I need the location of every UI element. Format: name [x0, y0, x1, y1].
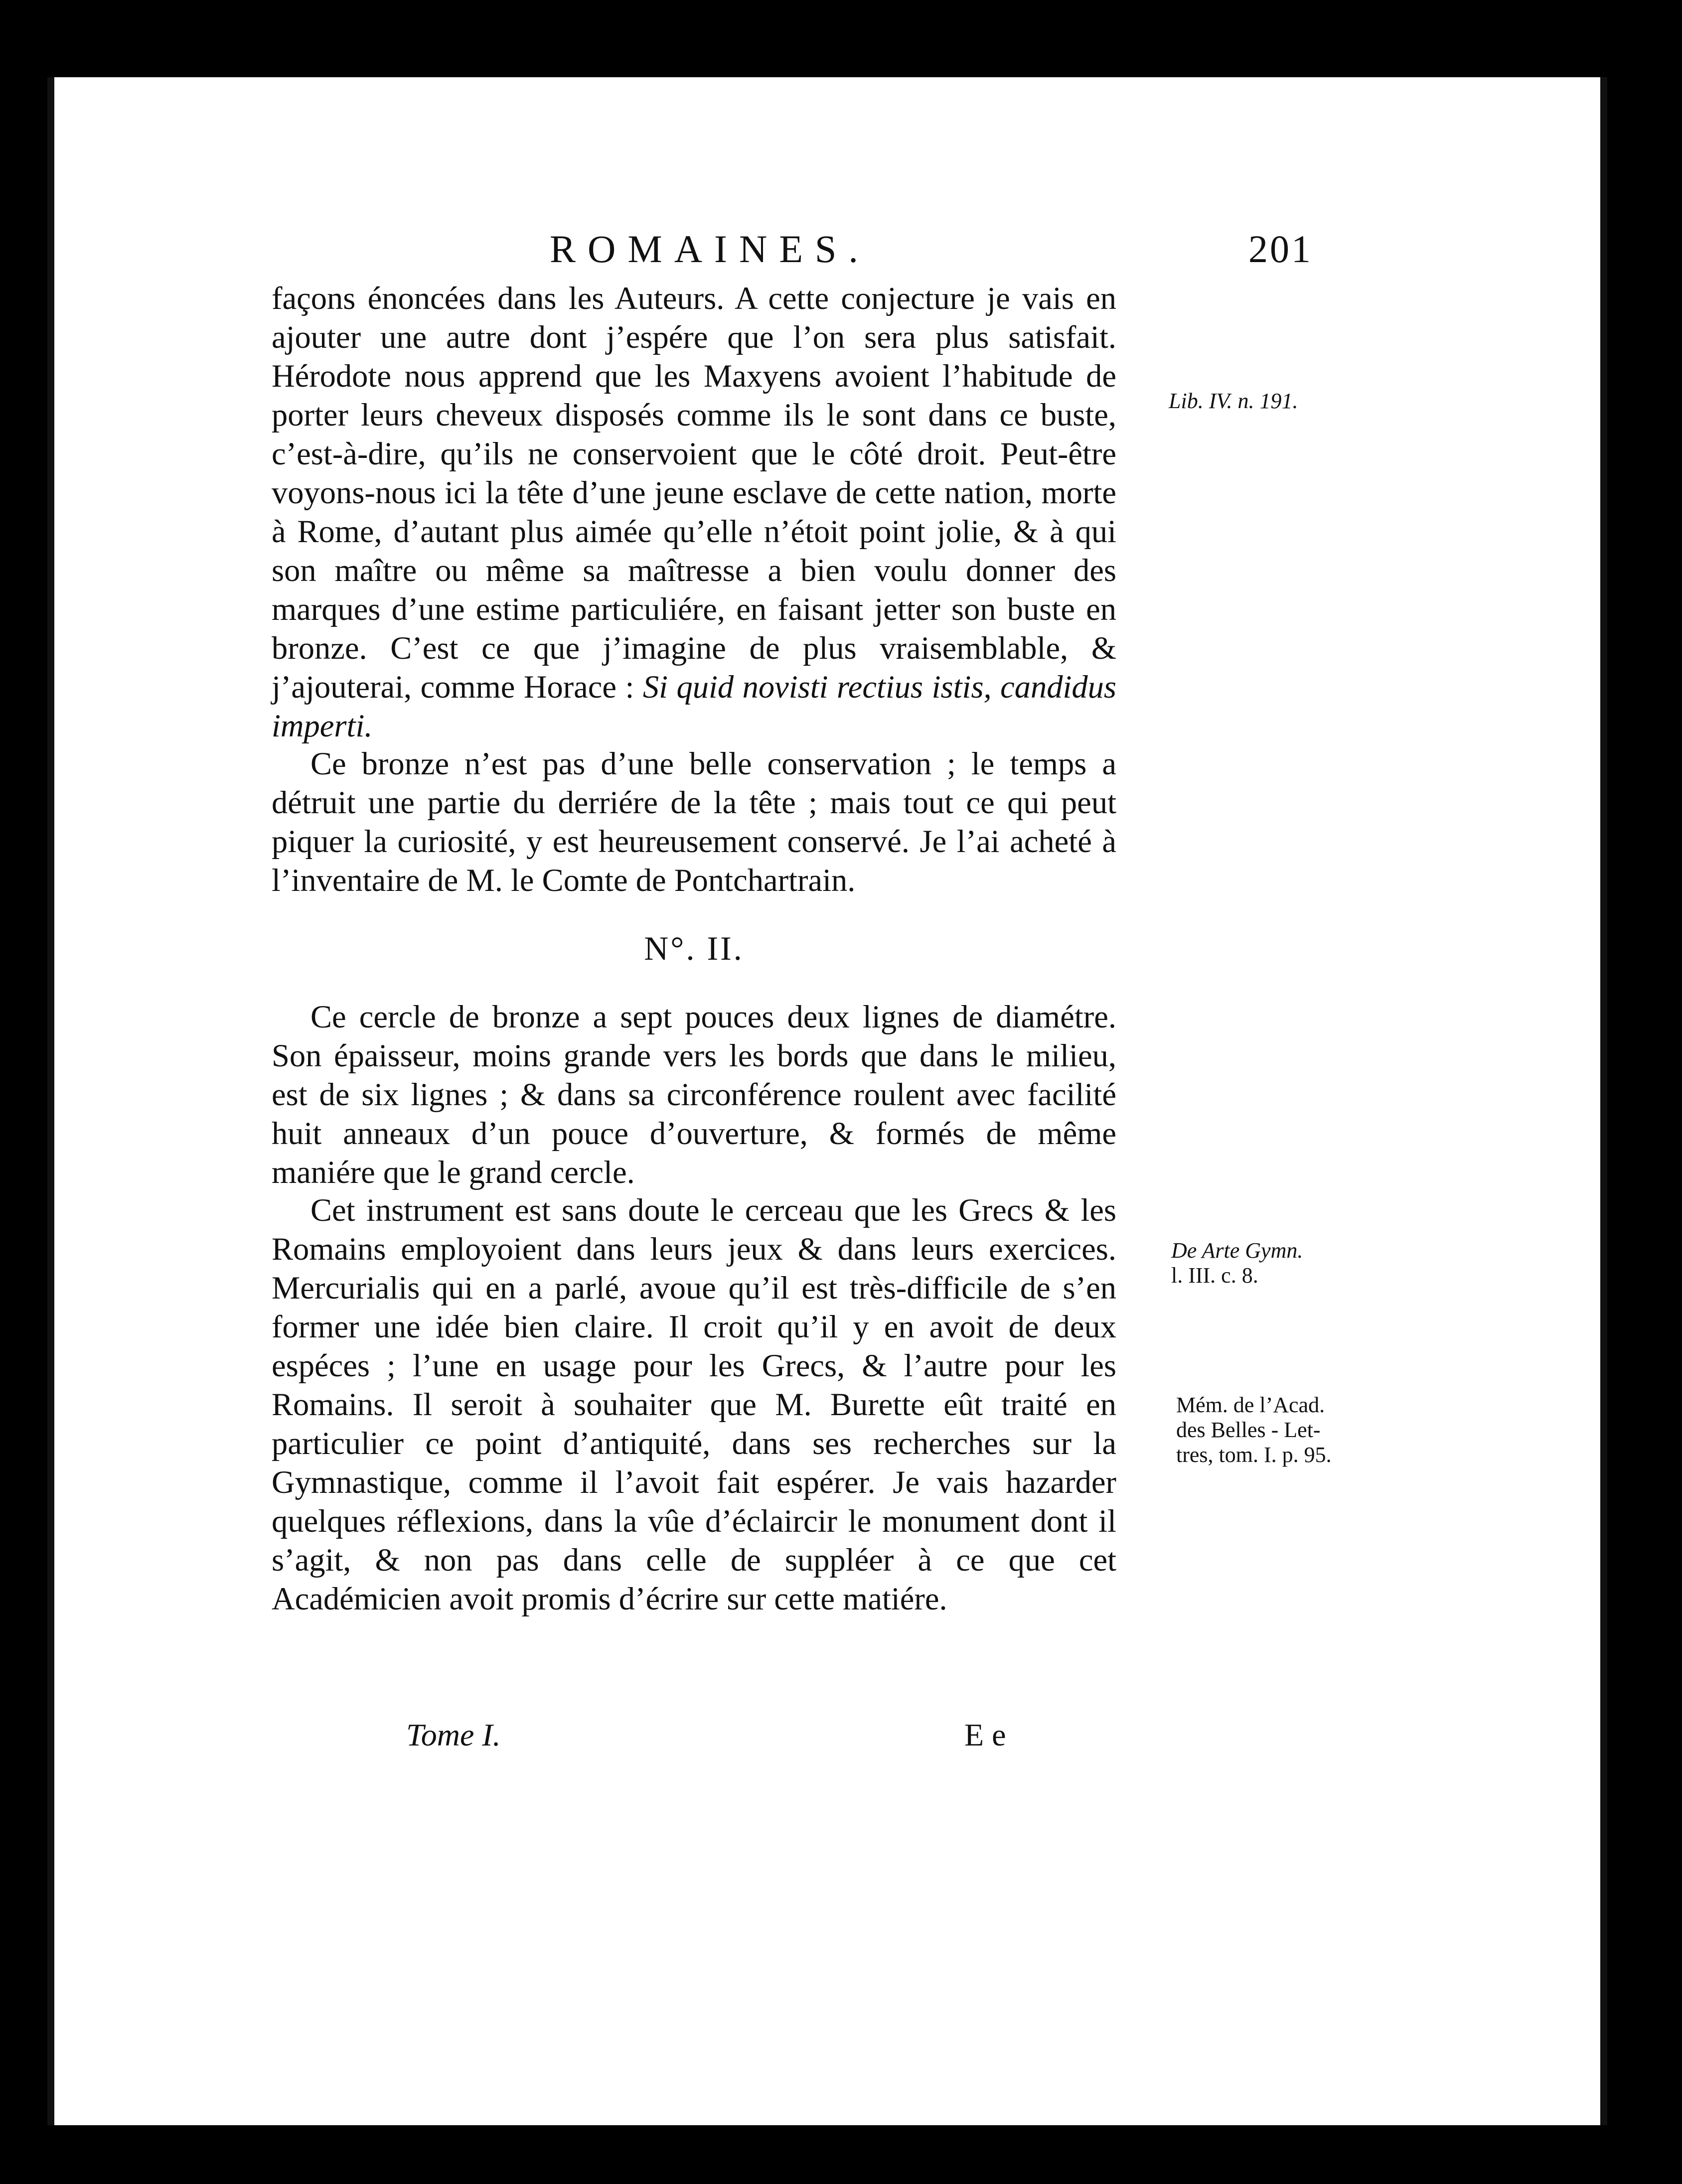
- margin-note-academy: [1176, 1393, 1332, 1467]
- horace-quote: Si quid novisti rectius istis, candidus imperti.: [272, 669, 1117, 743]
- page-edge-right: [1600, 77, 1607, 2125]
- margin-note-academy-line3: tres, tom. I. p. 95.: [1176, 1443, 1332, 1467]
- paragraph-conjecture: [272, 279, 1116, 745]
- main-text: [272, 279, 1116, 1618]
- paragraph-conservation: Ce bronze n’est pas d’une belle conservation ; le temps a détruit une partie du derriére de la tête ; mais tout ce qui peut piquer la curiosité, y est heureusement conservé. Je l’ai acheté à l’inventaire de M. le Comte de Pontchartrain.: [272, 746, 1116, 898]
- margin-note-academy-line2: des Belles - Let-: [1176, 1418, 1321, 1442]
- running-head: [272, 227, 1418, 287]
- paragraph-bronze-circle: Ce cercle de bronze a sept pouces deux lignes de diamétre. Son épaisseur, moins grande vers les bords que dans le milieu, est de six lignes ; & dans sa circonférence roulent avec facilité huit anneaux d’un pouce d’ouverture, & formés de même maniére que le grand cercle.: [272, 999, 1116, 1190]
- margin-note-herodotus-line: Lib. IV. n. 191.: [1169, 389, 1298, 413]
- margin-note-mercurialis-line2: l. III. c. 8.: [1171, 1263, 1258, 1288]
- page-footer: [406, 1717, 1054, 1761]
- signature-mark: E e: [964, 1717, 1006, 1752]
- running-title: ROMAINES.: [550, 227, 870, 271]
- page-edge-left: [47, 77, 54, 2125]
- paragraph-conjecture-text: façons énoncées dans les Auteurs. A cette conjecture je vais en ajouter une autre dont j’espére que l’on sera plus satisfait. Hérodote nous apprend que les Maxyens avoient l’habitude de porter leurs cheveux disposés comme ils le sont dans ce buste, c’est-à-dire, qu’ils ne conservoient que le côté droit. Peut-être voyons-nous ici la tête d’une jeune esclave de cette nation, morte à Rome, d’autant plus aimée qu’elle n’étoit point jolie, & à qui son maître ou même sa maîtresse a bien voulu donner des marques d’une estime particuliére, en faisant jetter son buste en bronze. C’est ce que j’imagine de plus vraisemblable, & j’ajouterai, comme Horace :: [272, 281, 1116, 705]
- section-heading: N°. II.: [644, 929, 744, 967]
- margin-note-mercurialis: [1171, 1238, 1303, 1288]
- page-number: 201: [1248, 227, 1313, 271]
- margin-note-herodotus: [1169, 389, 1298, 414]
- margin-note-mercurialis-line1: De Arte Gymn.: [1171, 1238, 1303, 1263]
- book-page: [47, 77, 1607, 2125]
- paragraph-instrument: Cet instrument est sans doute le cerceau que les Grecs & les Romains employoient dans leurs jeux & dans leurs exercices. Mercurialis qui en a parlé, avoue qu’il est très-difficile de s’en former une idée bien claire. Il croit qu’il y en avoit de deux espéces ; l’une en usage pour les Grecs, & l’autre pour les Romains. Il seroit à souhaiter que M. Burette eût traité en particulier ce point d’antiquité, dans ses recherches sur la Gymnastique, comme il l’avoit fait espérer. Je vais hazarder quelques réflexions, dans la vûe d’éclaircir le monument dont il s’agit, & non pas dans celle de suppléer à ce que cet Académicien avoit promis d’écrire sur cette matiére.: [272, 1192, 1116, 1616]
- margin-note-academy-line1: Mém. de l’Acad.: [1176, 1393, 1325, 1417]
- volume-mark: Tome I.: [406, 1717, 501, 1752]
